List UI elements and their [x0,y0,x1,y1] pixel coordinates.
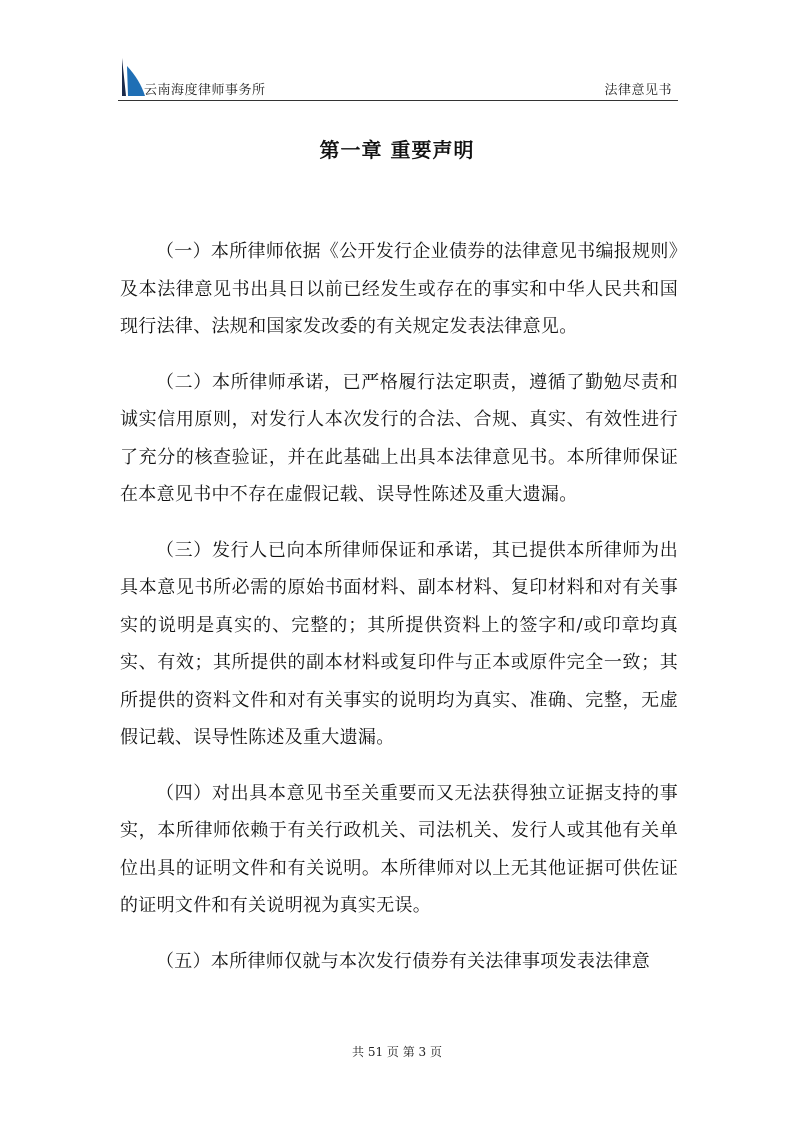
chapter-title: 第一章 重要声明 [319,138,475,162]
page-footer: 共 51 页 第 3 页 [352,1045,442,1059]
paragraph-1: （一）本所律师依据《公开发行企业债券的法律意见书编报规则》及本法律意见书出具日以前已经发生或存在的事实和中华人民共和国现行法律、法规和国家发改委的有关规定发表法律意见。 [120,241,678,337]
document-type: 法律意见书 [604,83,672,98]
paragraph-3: （三）发行人已向本所律师保证和承诺，其已提供本所律师为出具本意见书所必需的原始书面材料、副本材料、复印材料和对有关事实的说明是真实的、完整的；其所提供资料上的签字和/或印章均真实、有效；其所提供的副本材料或复印件与正本或原件完全一致；其所提供的资料文件和对有关事实的说明均为真实、准确、完整，无虚假记载、误导性陈述及重大遗漏。 [120,539,678,748]
page-header [118,56,678,101]
paragraph-4: （四）对出具本意见书至关重要而又无法获得独立证据支持的事实，本所律师依赖于有关行政机关、司法机关、发行人或其他有关单位出具的证明文件和有关说明。本所律师对以上无其他证据可供佐证的证明文件和有关说明视为真实无误。 [120,782,678,916]
firm-name: 云南海度律师事务所 [144,83,266,98]
paragraph-5: （五）本所律师仅就与本次发行债券有关法律事项发表法律意 [156,950,651,972]
body-text [120,233,678,998]
paragraph-2: （二）本所律师承诺，已严格履行法定职责，遵循了勤勉尽责和诚实信用原则，对发行人本次发行的合法、合规、真实、有效性进行了充分的核查验证，并在此基础上出具本法律意见书。本所律师保证在本意见书中不存在虚假记载、误导性陈述及重大遗漏。 [120,371,678,505]
